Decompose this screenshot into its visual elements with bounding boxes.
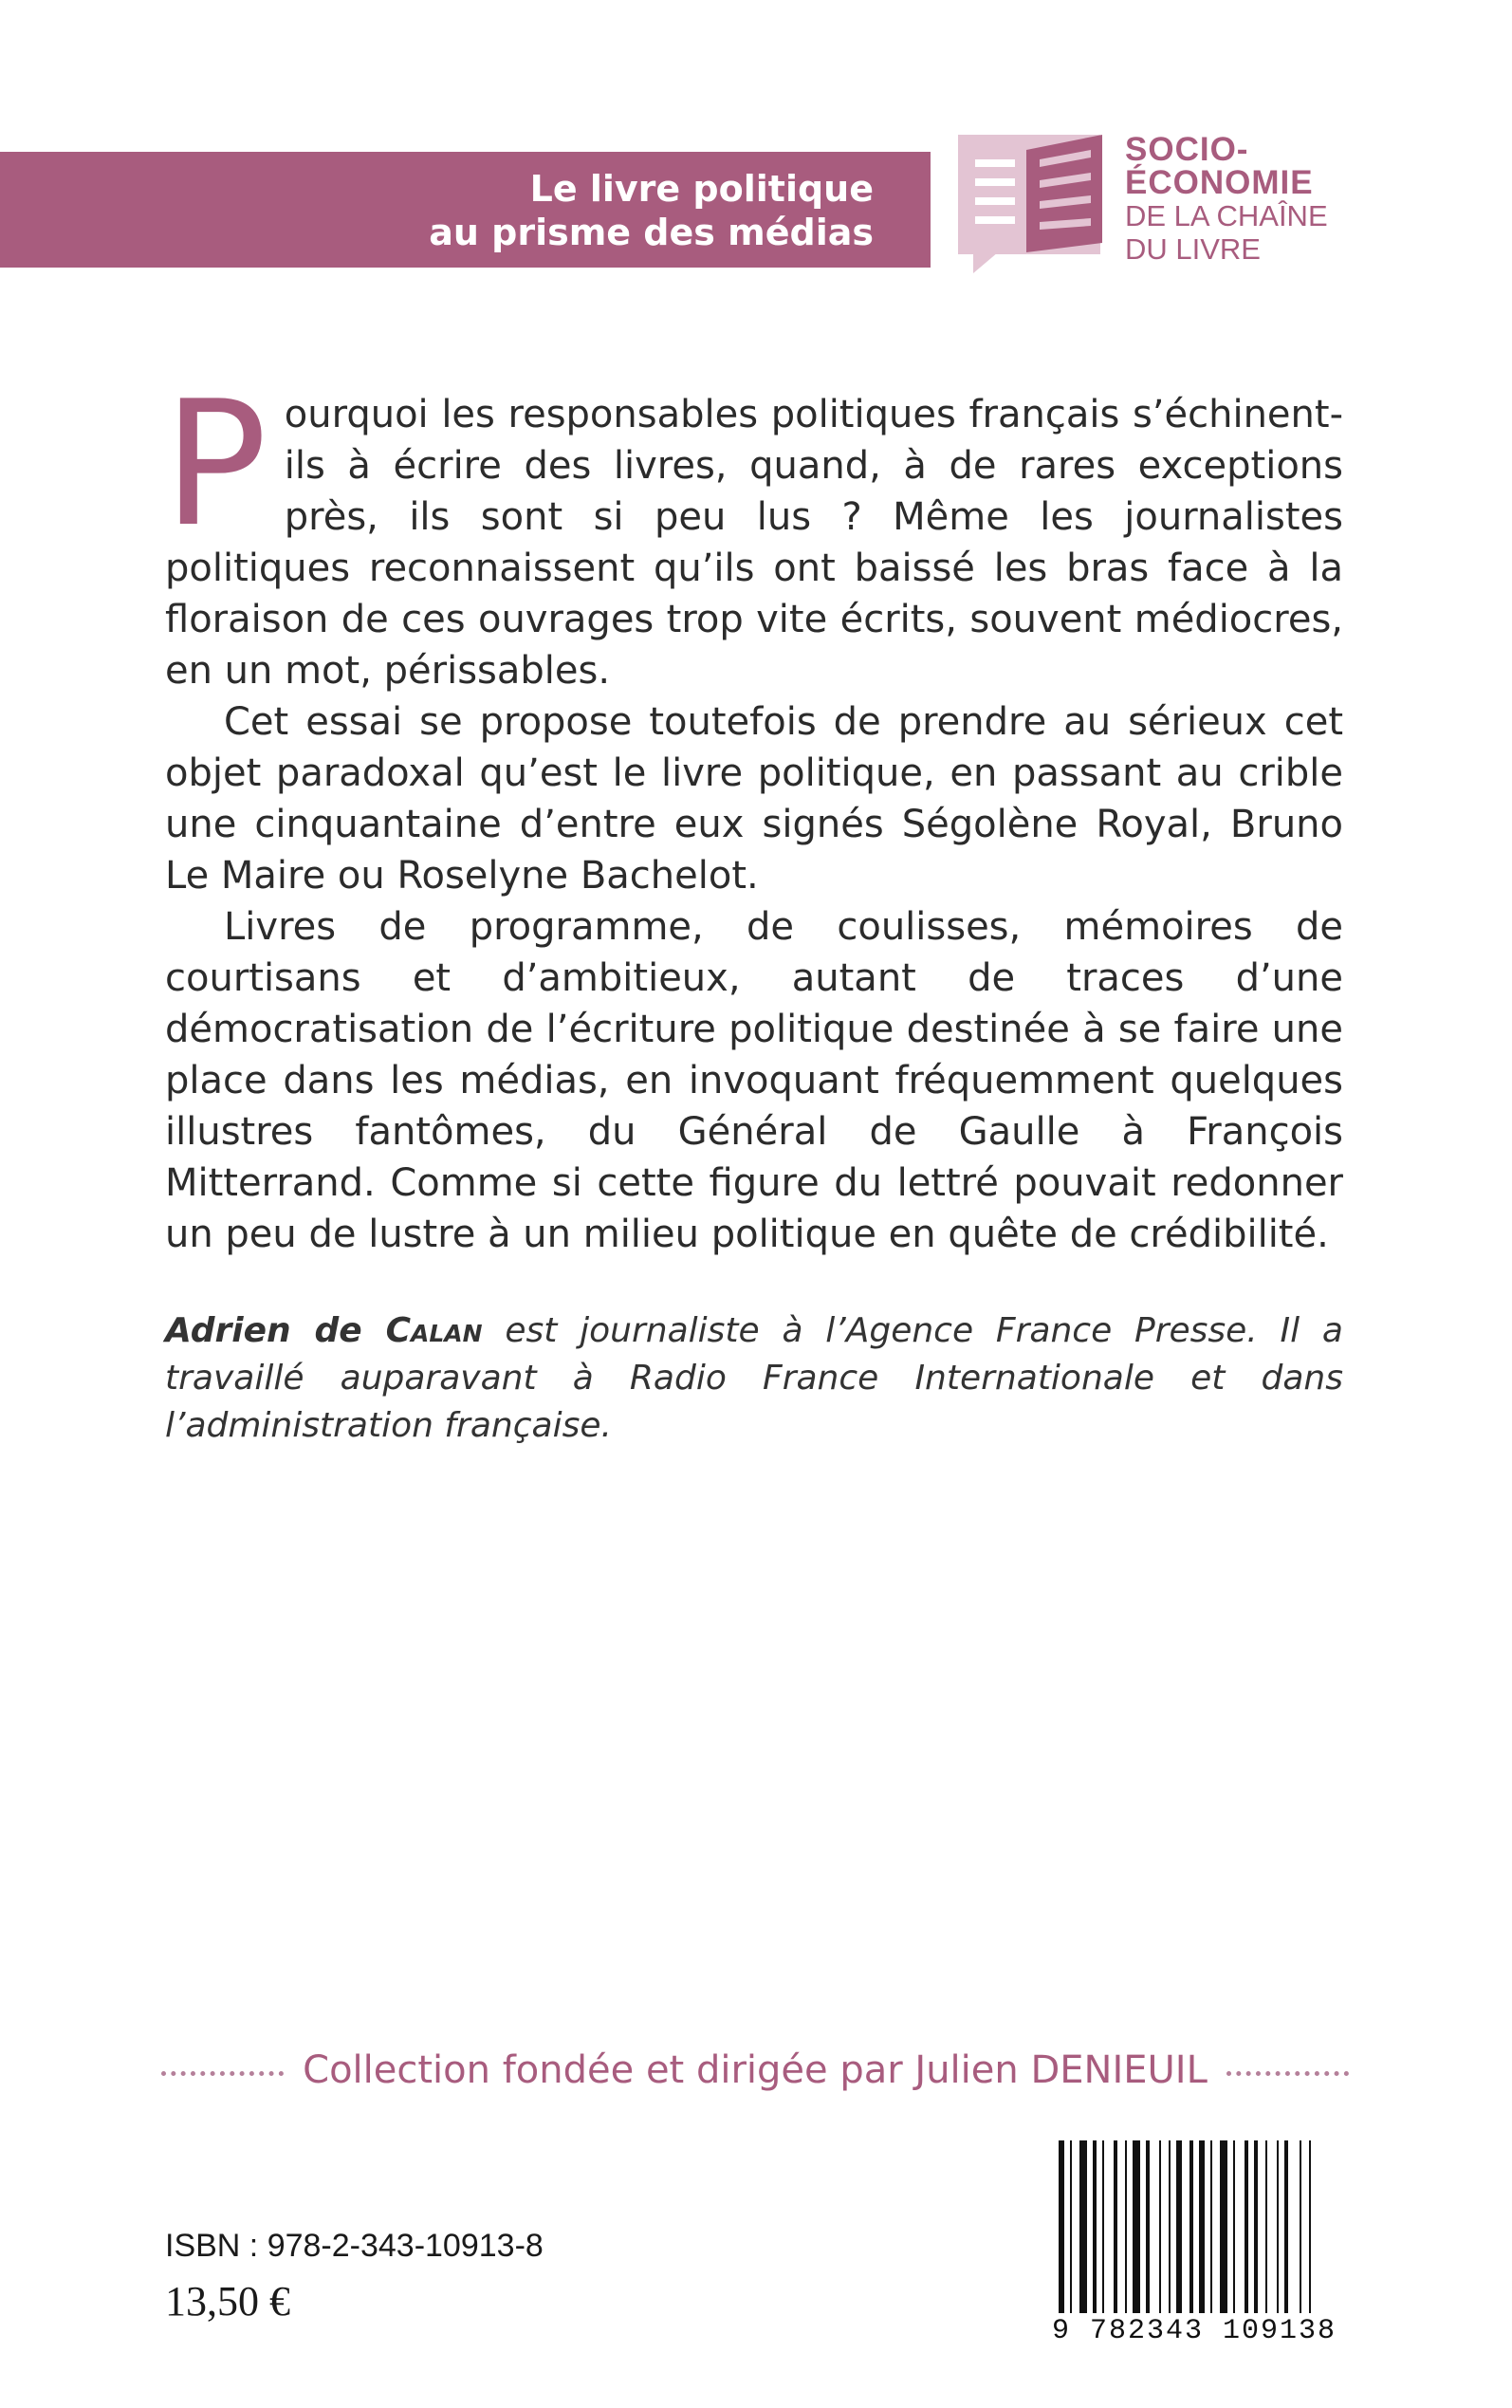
series-line3: DE LA CHAÎNE bbox=[1125, 199, 1328, 232]
book-title-line2: au prisme des médias bbox=[429, 212, 874, 253]
collection-line bbox=[161, 2042, 1349, 2099]
author-last-name: Calan bbox=[385, 1311, 483, 1350]
drop-cap: P bbox=[163, 363, 267, 565]
blurb-paragraph-3: Livres de programme, de coulisses, mémoires de courtisans et d’ambitieux, autant de traces d’une démocratisation de l’écriture politique destinée à se faire une place dans les médias, en invoquant fréquemment quelques illustres fantômes, du Général de Gaulle à François Mitterrand. Comme si cette figure du lettré pouvait redonner un peu de lustre à un milieu politique en quête de crédibilité. bbox=[165, 905, 1343, 1256]
blurb-paragraph-1 bbox=[163, 363, 1343, 696]
barcode-bar bbox=[1059, 2140, 1064, 2313]
barcode-bar bbox=[1233, 2140, 1235, 2313]
price: 13,50 € bbox=[165, 2278, 290, 2325]
barcode-bar bbox=[1210, 2140, 1212, 2313]
book-title-line1: Le livre politique bbox=[529, 168, 874, 210]
header-band bbox=[0, 152, 931, 268]
blurb bbox=[163, 363, 1343, 1260]
blurb-paragraph-2: Cet essai se propose toutefois de prendre au sérieux cet objet paradoxal qu’est le livre politique, en passant au crible une cinquantaine d’entre eux signés Ségolène Royal, Bruno Le Maire ou Roselyne Bachelot. bbox=[165, 700, 1343, 898]
series-line1: SOCIO- bbox=[1125, 131, 1249, 168]
barcode-bars bbox=[1038, 2137, 1351, 2317]
barcode-bar bbox=[1199, 2140, 1205, 2313]
barcode-bar bbox=[1265, 2140, 1267, 2313]
author-bio-text: est journaliste à l’Agence France Presse. Il a travaillé auparavant à Radio France Internationale et dans l’administration française. bbox=[165, 1311, 1343, 1445]
dotted-divider-left bbox=[161, 2071, 284, 2076]
barcode-bar bbox=[1125, 2140, 1127, 2313]
series-name bbox=[1125, 133, 1328, 266]
book-title bbox=[429, 167, 874, 254]
barcode-bar bbox=[1102, 2140, 1104, 2313]
barcode-number: 9 782343 109138 bbox=[1051, 2315, 1337, 2347]
barcode-bar bbox=[1277, 2140, 1279, 2313]
author-bio bbox=[165, 1307, 1343, 1450]
barcode-bar bbox=[1114, 2140, 1117, 2313]
dotted-divider-right bbox=[1226, 2071, 1349, 2076]
book-speech-bubble-icon bbox=[954, 131, 1116, 292]
barcode-bar bbox=[1146, 2140, 1150, 2313]
series-line2: ÉCONOMIE bbox=[1125, 164, 1314, 201]
barcode-bar bbox=[1079, 2140, 1087, 2313]
barcode-bar bbox=[1245, 2140, 1248, 2313]
barcode-bar bbox=[1300, 2140, 1301, 2313]
barcode-bar bbox=[1284, 2140, 1288, 2313]
author-first-name: Adrien de bbox=[165, 1311, 386, 1350]
barcode-bar bbox=[1254, 2140, 1258, 2313]
blurb-paragraph-1-text: ourquoi les responsables politiques français s’échinent-ils à écrire des livres, quand, à de rares exceptions près, ils sont si peu lus ? Même les journalistes politiques reconnaissent qu’ils ont baissé les bras face à la floraison de ces ouvrages trop vite écrits, souvent médiocres, en un mot, périssables. bbox=[165, 393, 1343, 693]
barcode-bar bbox=[1220, 2140, 1227, 2313]
barcode-bar bbox=[1070, 2140, 1072, 2313]
barcode-bar bbox=[1169, 2140, 1171, 2313]
isbn: ISBN : 978-2-343-10913-8 bbox=[165, 2228, 544, 2264]
barcode-bar bbox=[1159, 2140, 1161, 2313]
series-line4: DU LIVRE bbox=[1125, 232, 1261, 266]
barcode-bar bbox=[1093, 2140, 1097, 2313]
barcode-bar bbox=[1309, 2140, 1311, 2313]
barcode-bar bbox=[1176, 2140, 1182, 2313]
barcode-bar bbox=[1189, 2140, 1193, 2313]
barcode-bar bbox=[1133, 2140, 1140, 2313]
collection-label: Collection fondée et dirigée par Julien DENIEUIL bbox=[303, 2048, 1208, 2092]
